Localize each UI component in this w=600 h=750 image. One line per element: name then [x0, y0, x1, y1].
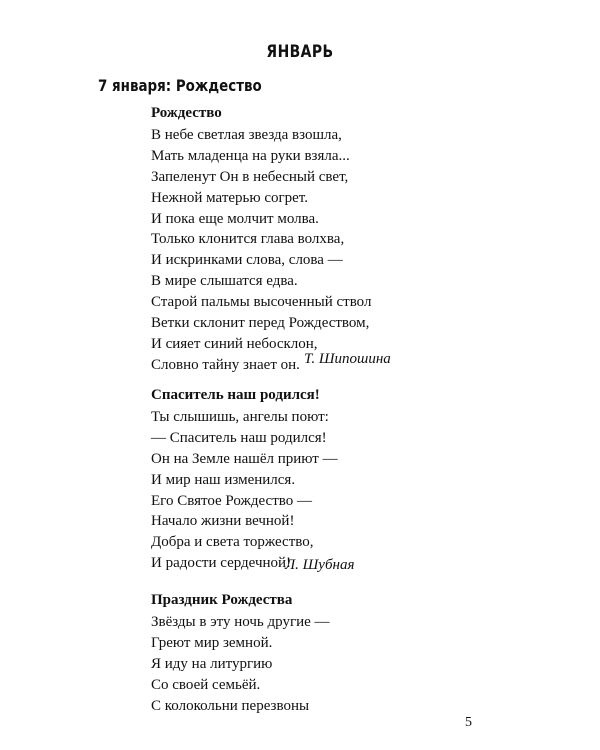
poem-lines: [151, 612, 330, 716]
poem-lines: [151, 125, 371, 376]
section-heading: 7 января: Рождество: [98, 76, 262, 95]
poem-author: Л. Шубная: [285, 557, 355, 573]
poem-line: И искринками слова, слова —: [151, 252, 343, 269]
poem-line: Мать младенца на руки взяла...: [151, 147, 350, 164]
poem-line: В мире слышатся едва.: [151, 273, 298, 290]
poem-title: Спаситель наш родился!: [151, 387, 320, 403]
poem-line: Только клонится глава волхва,: [151, 231, 345, 248]
poem-line: Я иду на литургию: [151, 655, 273, 672]
poem-prazdnik: [151, 590, 330, 716]
poem-line: — Спаситель наш родился!: [151, 429, 327, 446]
poem-author: Т. Шипошина: [304, 351, 391, 367]
poem-line: Старой пальмы высоченный ствол: [151, 294, 372, 311]
poem-line: Со своей семьёй.: [151, 676, 261, 693]
poem-line: Он на Земле нашёл приют —: [151, 450, 338, 467]
poem-line: И радости сердечной!: [151, 555, 292, 572]
poem-line: Звёзды в эту ночь другие —: [151, 614, 330, 630]
poem-line: Нежной матерью согрет.: [151, 189, 308, 206]
poem-line: С колокольни перезвоны: [151, 697, 310, 714]
poem-line: И сияет синий небосклон,: [151, 335, 318, 352]
poem-line: Запеленут Он в небесный свет,: [151, 168, 349, 185]
poem-line: И мир наш изменился.: [151, 471, 296, 488]
poem-title: Праздник Рождества: [151, 592, 293, 608]
poem-line: В небе светлая звезда взошла,: [151, 127, 342, 143]
poem-line: Ты слышишь, ангелы поют:: [151, 409, 329, 425]
poem-title: Рождество: [151, 105, 222, 121]
poem-line: Его Святое Рождество —: [151, 492, 312, 509]
poem-spasitel: [151, 385, 338, 574]
poem-line: Словно тайну знает он.: [151, 356, 300, 373]
poem-rozhdestvo: [151, 103, 371, 376]
poem-line: Добра и света торжество,: [151, 534, 314, 551]
poem-lines: [151, 407, 338, 574]
month-title: ЯНВАРЬ: [266, 42, 334, 62]
poem-line: Начало жизни вечной!: [151, 513, 295, 530]
poem-line: Ветки склонит перед Рождеством,: [151, 315, 370, 332]
page-number: 5: [465, 715, 472, 730]
poem-line: И пока еще молчит молва.: [151, 210, 319, 227]
poem-line: Греют мир земной.: [151, 634, 273, 651]
